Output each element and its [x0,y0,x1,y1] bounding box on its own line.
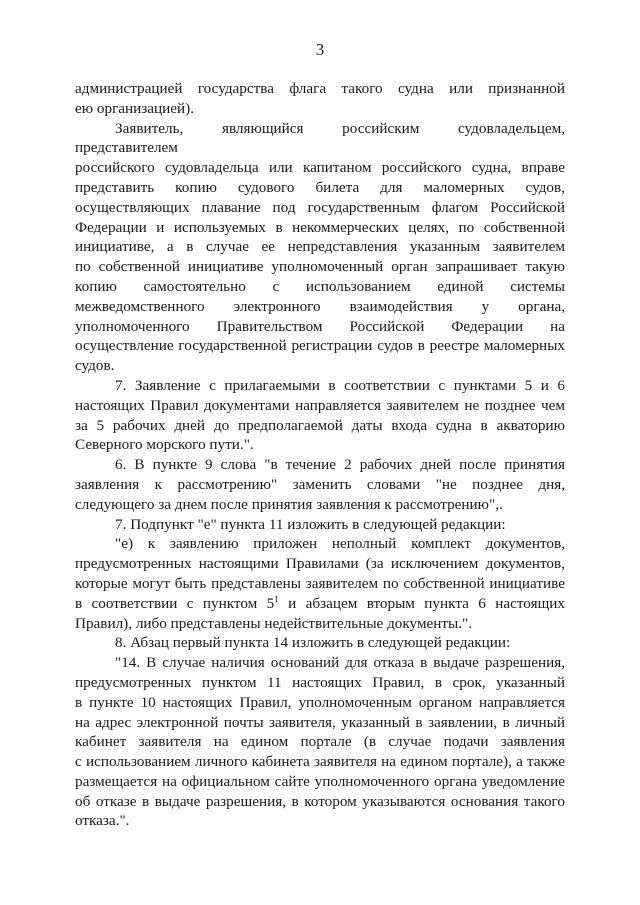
paragraph-item-8 [75,633,565,653]
text-line: 6. В пункте 9 слова "в течение 2 рабочих дней после принятия [115,456,565,474]
text-line: за 5 рабочих дней до предполагаемой даты входа судна в акваторию [75,416,565,434]
text-line: российского судовладельца или капитаном российского судна, вправе [75,159,565,177]
text-line: "14. В случае наличия оснований для отказа в выдаче разрешения, [115,654,565,672]
text-line: Северного морского пути.". [75,436,254,454]
paragraph-item-6 [75,455,565,514]
text-line-with-superscript [75,594,565,614]
text-line: ею организацией). [75,99,195,117]
text-fragment: в соответствии с пунктом 5 [75,594,275,612]
paragraph-continuation [75,79,565,119]
text-line: "е) к заявлению приложен неполный комплект документов, [115,535,565,553]
paragraph-subitem-e [75,534,565,633]
text-line: инициативе, а в случае ее непредставления указанным заявителем [75,238,565,256]
text-line: 7. Подпункт "е" пункта 11 изложить в следующей редакции: [115,515,506,533]
page-number: 3 [315,40,325,59]
text-line: копию самостоятельно с использованием единой системы [75,277,565,295]
text-line: об отказе в выдаче разрешения, в котором указываются основания такого [75,792,565,810]
text-line: судов. [75,357,115,375]
text-line: предусмотренных пунктом 11 настоящих Правил, в срок, указанный [75,673,565,691]
paragraph-item-7 [75,515,565,535]
paragraph-applicant [75,119,565,376]
paragraph-item-14 [75,653,565,831]
document-body [75,79,565,831]
text-line: межведомственного электронного взаимодействия у органа, [75,297,565,315]
text-line: на адрес электронной почты заявителя, указанный в заявлении, в личный [75,713,565,731]
text-line: которые могут быть представлены заявителем по собственной инициативе [75,574,565,592]
paragraph-item-7-application [75,376,565,455]
text-line: следующего за днем после принятия заявления к рассмотрению",. [75,495,503,513]
text-line: размещается на официальном сайте уполномоченного органа уведомление [75,772,565,790]
text-line: уполномоченного Правительством Российской Федерации на [75,317,565,335]
text-line: Правил), либо представлены недействительные документы.". [75,614,473,632]
text-line: осуществляющих плавание под государственным флагом Российской [75,198,565,216]
text-line: Заявитель, являющийся российским судовладельцем, представителем [75,119,565,157]
text-line: с использованием личного кабинета заявителя на едином портале), а также [75,753,565,771]
text-line: 7. Заявление с прилагаемыми в соответствии с пунктами 5 и 6 [115,376,565,394]
text-line: заявления к рассмотрению" заменить словами "не позднее дня, [75,475,565,493]
superscript: 1 [274,593,279,604]
text-line: предусмотренных настоящими Правилами (за исключением документов, [75,555,565,573]
text-line: по собственной инициативе уполномоченный орган запрашивает такую [75,258,565,276]
text-fragment: и абзацем вторым пункта 6 настоящих [278,594,565,612]
text-line: администрацией государства флага такого судна или признанной [75,80,565,97]
text-line: настоящих Правил документами направляется заявителем не позднее чем [75,396,565,414]
text-line: осуществление государственной регистрации судов в реестре маломерных [75,337,565,355]
text-line: 8. Абзац первый пункта 14 изложить в следующей редакции: [115,634,511,652]
text-line: представить копию судового билета для маломерных судов, [75,178,565,196]
text-line: в пункте 10 настоящих Правил, уполномоченным органом направляется [75,693,565,711]
text-line: Федерации и используемых в некоммерческих целях, по собственной [75,218,565,236]
text-line: отказа.". [75,812,130,830]
text-line: кабинет заявителя на едином портале (в случае подачи заявления [75,733,565,751]
